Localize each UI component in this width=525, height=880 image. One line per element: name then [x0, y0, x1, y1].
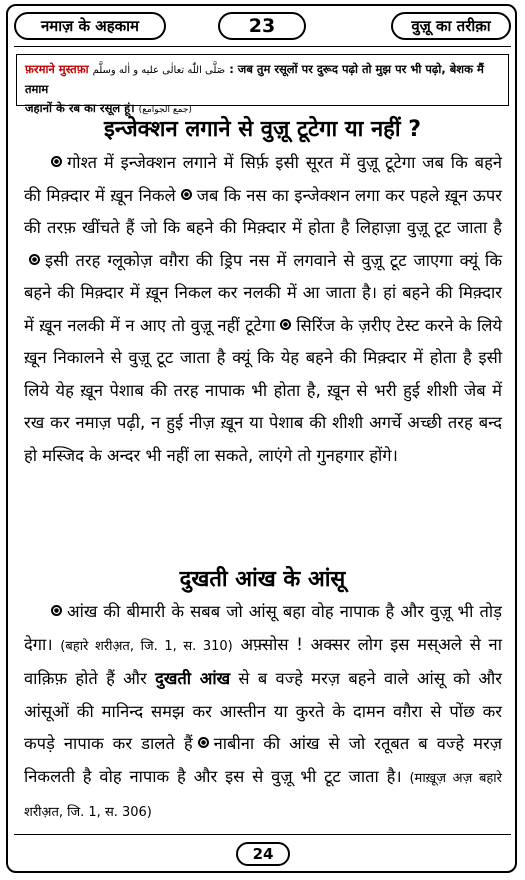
farman-box [16, 54, 509, 115]
s1-seg4: सिरिंज के ज़रीए टेस्ट करने के लिये ख़ून निकालने से वुज़ू टूट जाता है क्यूं कि येह बहने की मिक़्दार में होता है इसी लिये येह ख़ून पेशाब की तरह नापाक भी होता है, ख़ून से भरी हुई शीशी जेब में रख कर नमाज़ पढ़ी, न हुई नीज़ ख़ून या पेशाब की शीशी अगर्चे अच्छी तरह बन्द हो मस्जिद के अन्दर भी नहीं ला सकते, लाएंगे तो गुनहगार होंगे। [24, 315, 502, 465]
s2-bold-term: दुखती आंख [155, 669, 231, 688]
page-header [14, 12, 511, 42]
chapter-title: वुज़ू का तरीक़ा [391, 12, 511, 40]
farman-label: फ़रमाने मुस्तफ़ा [25, 62, 89, 76]
page-number-top: 23 [218, 12, 306, 40]
farman-text-1: : जब तुम रसूलों पर दुरूद पढ़ो तो मुझ पर भी पढ़ो, बेशक मैं तमाम [25, 62, 484, 96]
section1-heading: इन्जेक्शन लगाने से वुज़ू टूटेगा या नहीं ? [103, 117, 421, 142]
s2-ref2: (माख़ूज़ अज़ बहारे शरीअ़त, जि. 1, स. 306) [24, 770, 502, 820]
flower-bullet-icon [280, 319, 291, 330]
book-title: नमाज़ के अहकाम [14, 12, 166, 40]
s1-seg2: जब कि नस का इन्जेक्शन लगा कर पहले ख़ून ऊपर की तरफ़ खींचते हैं जो कि बहने की मिक़्दार में होता है लिहाज़ा वुज़ू टूट जाता है [24, 185, 502, 237]
section2-paragraph [24, 596, 502, 830]
farman-source: (جمع الجوامع) [138, 105, 192, 115]
farman-honorific: صَلَّى اللّٰه تعالٰى عليه و اٰله وسلَّم [92, 65, 226, 76]
page-number-bottom: 24 [236, 842, 290, 866]
flower-bullet-icon [51, 605, 62, 616]
flower-bullet-icon [181, 189, 192, 200]
s2-seg4: नाबीना की आंख से जो रतूबत ब वज्हे मरज़ निकलती है वोह नापाक है और इस से वुज़ू भी टूट जाता है। [24, 734, 502, 786]
footer-rule [14, 834, 511, 835]
s2-seg2: अफ़्सोस ! अक्सर लोग इस मस्अले से ना वाक़िफ़ होते हैं और [24, 634, 502, 688]
section2-heading: दुखती आंख के आंसू [179, 567, 346, 592]
section1-paragraph [24, 147, 502, 472]
header-rule [14, 46, 511, 47]
section1-body [24, 147, 502, 472]
s1-seg1: गोश्त में इन्जेक्शन लगाने में सिर्फ़ इसी सूरत में वुज़ू टूटेगा जब कि बहने की मिक़्दार में ख़ून निकले [24, 153, 502, 205]
farman-text-2: जहानों के रब का रसूल हूं। [25, 101, 135, 115]
s1-seg3: इसी तरह ग्लूकोज़ वग़ैरा की ड्रिप नस में लगवाने से वुज़ू टूट जाएगा क्यूं कि बहने की मिक़्दार में ख़ून निकल कर नलकी में आ जाता है। हां बहने की मिक़्दार में ख़ून नलकी में न आए तो वुज़ू नहीं टूटेगा [24, 250, 502, 335]
s2-ref1: (बहारे शरीअ़त, जि. 1, स. 310) [60, 638, 233, 654]
flower-bullet-icon [51, 156, 62, 167]
s2-seg3: से ब वज्हे मरज़ बहने वाले आंसू को और आंसूओं की मानिन्द समझ कर आस्तीन या कुरते के दामन वग़ैरा से पोंछ कर कपड़े नापाक कर डालते हैं [24, 669, 502, 753]
section2-body [24, 596, 502, 830]
s2-seg1: आंख की बीमारी के सबब जो आंसू बहा वोह नापाक है और वुज़ू भी तोड़ देगा। [24, 602, 502, 654]
flower-bullet-icon [198, 737, 209, 748]
flower-bullet-icon [29, 254, 40, 265]
